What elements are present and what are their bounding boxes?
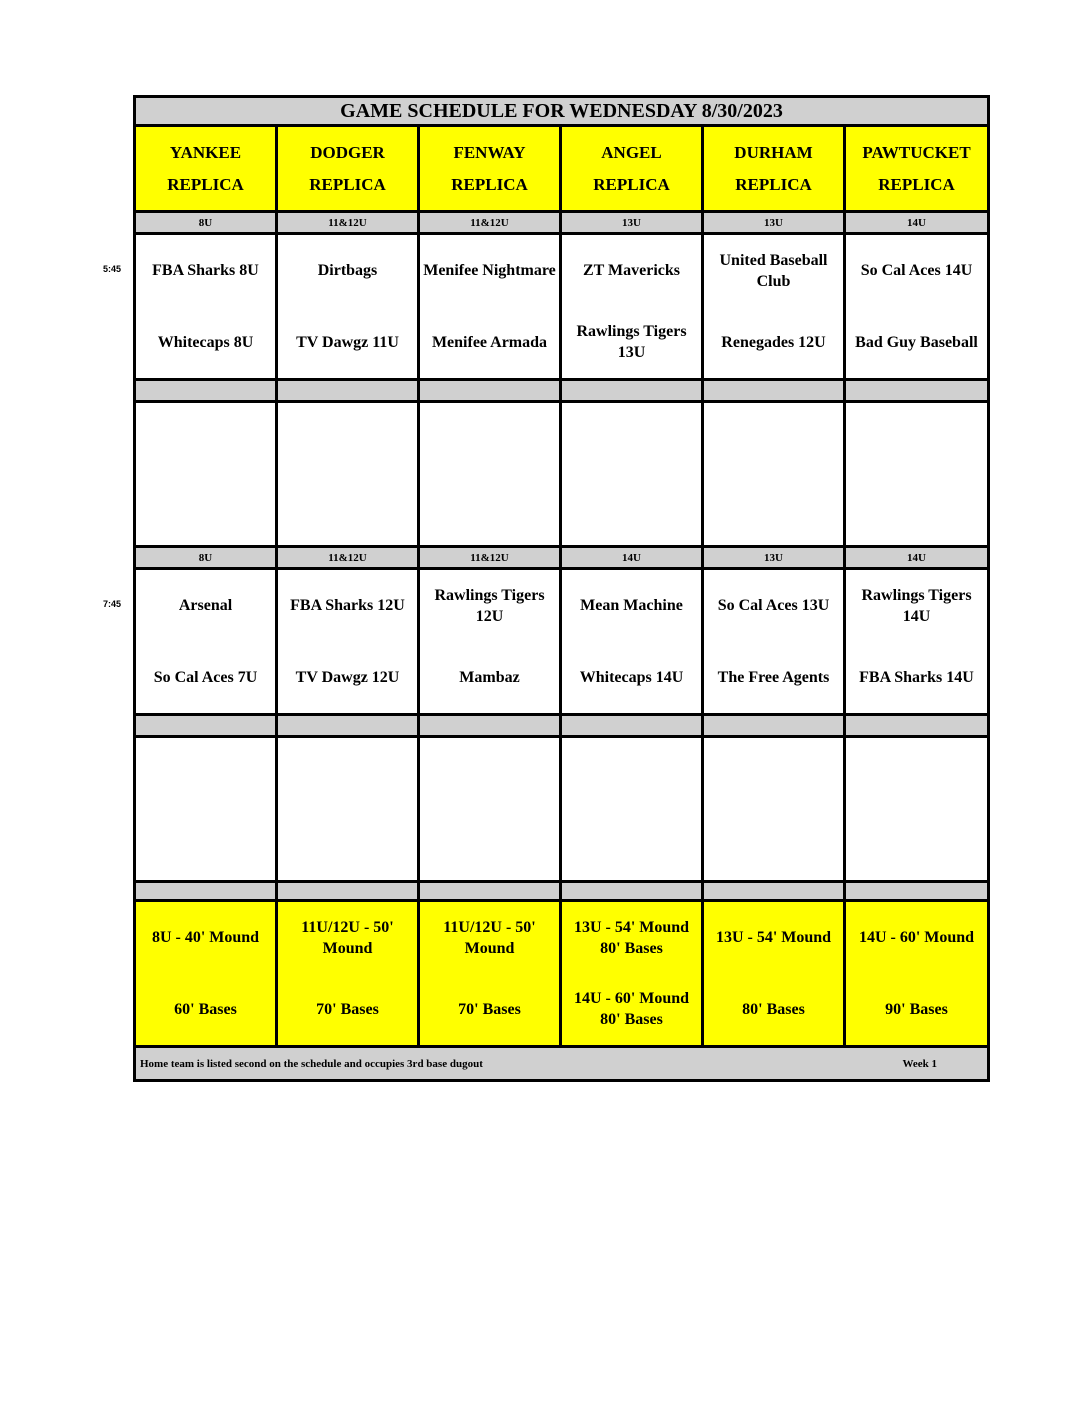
rules-cell xyxy=(420,902,562,1048)
empty-cell xyxy=(420,738,562,883)
field-name: PAWTUCKET xyxy=(862,142,971,162)
division-label: 14U xyxy=(846,213,987,235)
home-team: Bad Guy Baseball xyxy=(855,333,978,351)
game-cell xyxy=(846,235,987,381)
mound-distance: 13U - 54' Mound 80' Bases xyxy=(573,918,690,957)
game-cell xyxy=(562,235,704,381)
spacer-cell xyxy=(704,381,846,403)
division-row xyxy=(136,548,987,570)
spacer-cell xyxy=(562,381,704,403)
away-team: Mean Machine xyxy=(580,597,683,615)
field-name: ANGEL xyxy=(601,142,662,162)
empty-cell xyxy=(704,403,846,548)
division-label: 8U xyxy=(136,548,278,570)
away-team: Rawlings Tigers 14U xyxy=(861,586,972,625)
rules-row xyxy=(136,902,987,1048)
away-team: Dirtbags xyxy=(317,262,378,280)
division-label: 11&12U xyxy=(420,548,562,570)
home-team: Rawlings Tigers 13U xyxy=(576,323,687,362)
rules-cell xyxy=(278,902,420,1048)
game-cell xyxy=(562,570,704,716)
spacer-cell xyxy=(420,381,562,403)
field-name: DURHAM xyxy=(734,142,813,162)
empty-game-row xyxy=(136,738,987,883)
empty-cell xyxy=(136,738,278,883)
field-subtitle: REPLICA xyxy=(451,174,528,194)
slot-time: 5:45 xyxy=(103,264,122,274)
spacer-cell xyxy=(704,716,846,738)
empty-cell xyxy=(278,403,420,548)
division-label: 14U xyxy=(846,548,987,570)
spacer-cell xyxy=(420,883,562,902)
field-subtitle: REPLICA xyxy=(309,174,386,194)
mound-distance: 11U/12U - 50' Mound xyxy=(301,918,394,957)
away-team: United Baseball Club xyxy=(719,251,828,290)
game-cell xyxy=(136,570,278,716)
spacer-cell xyxy=(846,716,987,738)
home-team: TV Dawgz 11U xyxy=(296,333,399,351)
field-subtitle: REPLICA xyxy=(735,174,812,194)
field-header xyxy=(562,127,704,213)
division-label: 11&12U xyxy=(420,213,562,235)
title-row xyxy=(136,98,987,127)
away-team: So Cal Aces 14U xyxy=(860,262,973,280)
division-label: 11&12U xyxy=(278,548,420,570)
field-header xyxy=(136,127,278,213)
field-header xyxy=(420,127,562,213)
away-team: Arsenal xyxy=(178,597,233,615)
spacer-cell xyxy=(846,883,987,902)
division-label: 13U xyxy=(562,213,704,235)
spacer-cell xyxy=(136,716,278,738)
division-label: 13U xyxy=(704,548,846,570)
game-cell xyxy=(704,570,846,716)
slot-time: 7:45 xyxy=(103,599,122,609)
base-distance: 70' Bases xyxy=(458,1000,521,1018)
schedule-title: GAME SCHEDULE FOR WEDNESDAY 8/30/2023 xyxy=(136,98,987,127)
game-cell xyxy=(278,235,420,381)
field-name: DODGER xyxy=(310,142,385,162)
spacer-cell xyxy=(704,883,846,902)
away-team: FBA Sharks 8U xyxy=(152,262,259,280)
home-team: TV Dawgz 12U xyxy=(295,668,400,686)
home-team: FBA Sharks 14U xyxy=(859,668,974,686)
home-team: So Cal Aces 7U xyxy=(153,668,258,686)
mound-distance: 11U/12U - 50' Mound xyxy=(443,918,536,957)
empty-cell xyxy=(420,403,562,548)
base-distance: 80' Bases xyxy=(742,1000,805,1018)
field-header xyxy=(846,127,987,213)
field-header xyxy=(278,127,420,213)
division-label: 11&12U xyxy=(278,213,420,235)
division-label: 8U xyxy=(136,213,278,235)
spacer-row xyxy=(136,716,987,738)
empty-cell xyxy=(704,738,846,883)
base-distance: 60' Bases xyxy=(174,1000,237,1018)
game-cell xyxy=(278,570,420,716)
home-team: The Free Agents xyxy=(717,668,830,686)
away-team: ZT Mavericks xyxy=(582,262,681,280)
away-team: So Cal Aces 13U xyxy=(717,597,830,615)
week-label: Week 1 xyxy=(902,1057,937,1070)
mound-distance: 13U - 54' Mound xyxy=(715,929,832,947)
spacer-cell xyxy=(136,883,278,902)
spacer-cell xyxy=(562,883,704,902)
base-distance: 70' Bases xyxy=(316,1000,379,1018)
rules-cell xyxy=(136,902,278,1048)
field-name: FENWAY xyxy=(453,142,526,162)
schedule-table xyxy=(133,95,990,1082)
home-team-note: Home team is listed second on the schedule and occupies 3rd base dugout xyxy=(140,1057,483,1070)
away-team: Rawlings Tigers 12U xyxy=(434,586,545,625)
spacer-cell xyxy=(278,716,420,738)
spacer-cell xyxy=(278,883,420,902)
empty-cell xyxy=(562,403,704,548)
game-cell xyxy=(846,570,987,716)
base-distance: 14U - 60' Mound 80' Bases xyxy=(573,990,690,1029)
field-header xyxy=(704,127,846,213)
game-cell xyxy=(704,235,846,381)
mound-distance: 8U - 40' Mound xyxy=(151,929,260,947)
division-label: 13U xyxy=(704,213,846,235)
away-team: FBA Sharks 12U xyxy=(290,597,405,615)
game-cell xyxy=(420,570,562,716)
footer xyxy=(136,1048,987,1079)
away-team: Menifee Nightmare xyxy=(423,262,556,280)
empty-cell xyxy=(278,738,420,883)
game-cell xyxy=(420,235,562,381)
division-label: 14U xyxy=(562,548,704,570)
empty-game-row xyxy=(136,403,987,548)
empty-cell xyxy=(562,738,704,883)
home-team: Mambaz xyxy=(459,668,520,686)
home-team: Whitecaps 8U xyxy=(157,333,254,351)
base-distance: 90' Bases xyxy=(885,1000,948,1018)
game-row xyxy=(136,235,987,381)
field-subtitle: REPLICA xyxy=(593,174,670,194)
spacer-row xyxy=(136,883,987,902)
field-name: YANKEE xyxy=(169,142,242,162)
empty-cell xyxy=(846,403,987,548)
mound-distance: 14U - 60' Mound xyxy=(858,929,975,947)
spacer-cell xyxy=(278,381,420,403)
rules-cell xyxy=(562,902,704,1048)
division-row xyxy=(136,213,987,235)
game-cell xyxy=(136,235,278,381)
home-team: Renegades 12U xyxy=(721,333,826,351)
rules-cell xyxy=(704,902,846,1048)
home-team: Menifee Armada xyxy=(431,333,548,351)
rules-cell xyxy=(846,902,987,1048)
game-row xyxy=(136,570,987,716)
footer-row xyxy=(136,1048,987,1079)
field-subtitle: REPLICA xyxy=(878,174,955,194)
spacer-row xyxy=(136,381,987,403)
spacer-cell xyxy=(136,381,278,403)
empty-cell xyxy=(846,738,987,883)
home-team: Whitecaps 14U xyxy=(579,668,684,686)
empty-cell xyxy=(136,403,278,548)
field-header-row xyxy=(136,127,987,213)
spacer-cell xyxy=(562,716,704,738)
spacer-cell xyxy=(420,716,562,738)
spacer-cell xyxy=(846,381,987,403)
field-subtitle: REPLICA xyxy=(167,174,244,194)
